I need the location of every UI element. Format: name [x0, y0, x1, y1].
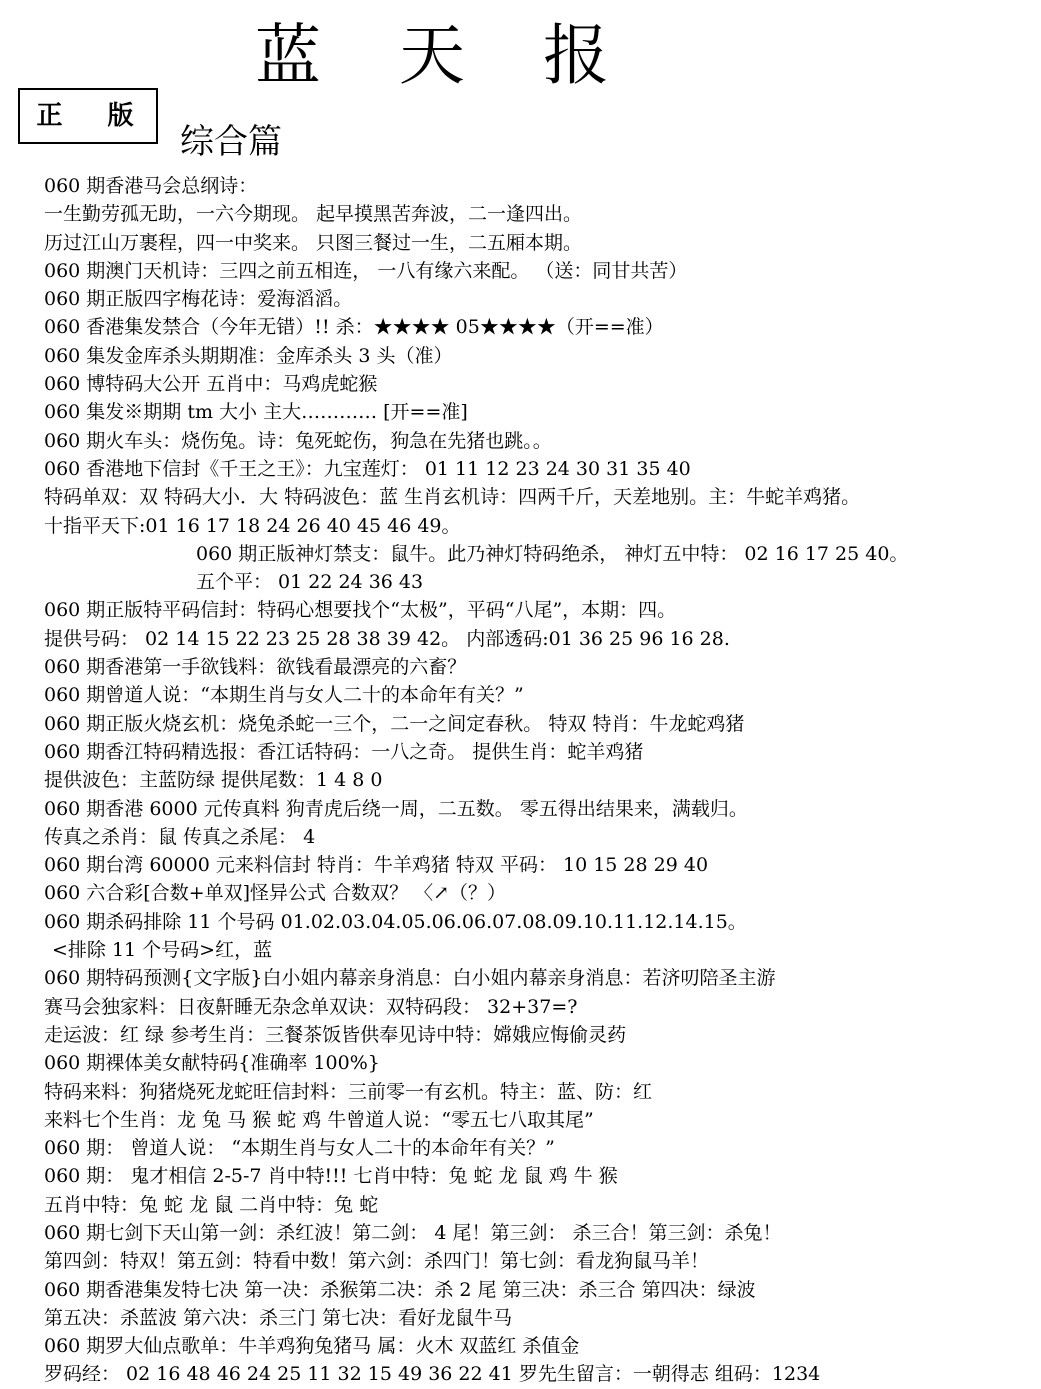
text-line: 第五决：杀蓝波 第六决：杀三门 第七决：看好龙鼠牛马 [44, 1306, 513, 1329]
text-line: 提供波色：主蓝防绿 提供尾数：1 4 8 0 [44, 769, 383, 792]
text-line: 历过江山万裹程，四一中奖来。 只图三餐过一生，二五厢本期。 [44, 231, 583, 254]
section-title: 综合篇 [180, 122, 282, 162]
text-line: 060 期正版四字梅花诗：爱海滔滔。 [44, 288, 353, 311]
text-line: 060 香港集发禁合（今年无错）!! 杀：★★★★ 05★★★★（开==准） [44, 316, 664, 339]
text-line: 060 期台湾 60000 元来料信封 特肖：牛羊鸡猪 特双 平码： 10 15 28 29 40 [44, 854, 709, 877]
text-line: 罗码经： 02 16 48 46 24 25 11 32 15 49 36 22 41 罗先生留言：一朝得志 组码：1234 [44, 1363, 821, 1386]
text-line: <排除 11 个号码>红，蓝 [52, 939, 273, 962]
text-line: 060 香港地下信封《千王之王》：九宝莲灯： 01 11 12 23 24 30 31 35 40 [44, 457, 691, 480]
text-line: 五个平： 01 22 24 36 43 [196, 571, 424, 594]
text-line: 赛马会独家料：日夜鼾睡无杂念单双诀：双特码段： 32+37=? [44, 995, 578, 1018]
text-line: 060 期香港 6000 元传真料 狗青虎后绕一周，二五数。 零五得出结果来，满载归。 [44, 797, 748, 820]
text-line: 060 期： 曾道人说： “本期生肖与女人二十的本命年有关？” [44, 1137, 555, 1160]
text-line: 特码来料：狗猪烧死龙蛇旺信封料：三前零一有玄机。特主：蓝、防：红 [44, 1080, 653, 1103]
text-line: 060 期澳门天机诗：三四之前五相连， 一八有缘六来配。 （送：同甘共苦） [44, 259, 688, 282]
text-line: 060 集发※期期 tm 大小 主大………… [开==准] [44, 401, 468, 424]
text-line: 060 期： 鬼才相信 2-5-7 肖中特!!! 七肖中特：兔 蛇 龙 鼠 鸡 牛 猴 [44, 1165, 618, 1188]
text-line: 060 集发金库杀头期期准：金库杀头 3 头（准） [44, 344, 453, 367]
text-line: 060 期香港集发特七决 第一决：杀猴第二决：杀 2 尾 第三决：杀三合 第四决：绿波 [44, 1278, 756, 1301]
text-line: 060 期正版特平码信封：特码心想要找个“太极”，平码“八尾”，本期：四。 [44, 599, 677, 622]
text-line: 五肖中特：兔 蛇 龙 鼠 二肖中特：兔 蛇 [44, 1193, 379, 1216]
text-line: 060 博特码大公开 五肖中：马鸡虎蛇猴 [44, 373, 378, 396]
newspaper-title: 蓝天报 [255, 17, 687, 94]
text-line: 060 期香港第一手欲钱料：欲钱看最漂亮的六畜？ [44, 656, 467, 679]
text-line: 传真之杀肖：鼠 传真之杀尾： 4 [44, 825, 316, 848]
article-body [44, 172, 1034, 1389]
text-line: 060 期裸体美女献特码{准确率 100%} [44, 1052, 380, 1075]
text-line: 第四剑：特双！第五剑：特看中数！第六剑：杀四门！第七剑：看龙狗鼠马羊！ [44, 1250, 710, 1273]
text-line: 060 期特码预测{文字版}白小姐内幕亲身消息：白小姐内幕亲身消息：若济叨陪圣主游 [44, 967, 776, 990]
text-line: 十指平天下:01 16 17 18 24 26 40 45 46 49。 [44, 514, 461, 537]
text-line: 060 期香江特码精选报：香江话特码：一八之奇。 提供生肖：蛇羊鸡猪 [44, 740, 644, 763]
text-line: 060 期七剑下天山第一剑：杀红波！第二剑： 4 尾！第三剑： 杀三合！第三剑：杀兔！ [44, 1221, 782, 1244]
text-line: 060 期罗大仙点歌单：牛羊鸡狗兔猪马 属：火木 双蓝红 杀值金 [44, 1335, 580, 1358]
text-line: 一生勤劳孤无助，一六今期现。 起早摸黑苦奔波，二一逢四出。 [44, 203, 583, 226]
text-line: 060 期杀码排除 11 个号码 01.02.03.04.05.06.06.07.08.09.10.11.12.14.15。 [44, 910, 747, 933]
text-line: 060 六合彩[合数+单双]怪异公式 合数双？ 〈↗（？） [44, 882, 507, 905]
text-line: 060 期曾道人说：“本期生肖与女人二十的本命年有关？” [44, 684, 524, 707]
text-line: 060 期火车头：烧伤兔。诗：兔死蛇伤，狗急在先猪也跳。。 [44, 429, 552, 452]
text-line: 060 期正版神灯禁支：鼠牛。此乃神灯特码绝杀， 神灯五中特： 02 16 17 25 40。 [196, 542, 909, 565]
text-line: 走运波：红 绿 参考生肖：三餐茶饭皆供奉见诗中特：嫦娥应悔偷灵药 [44, 1023, 627, 1046]
edition-badge: 正 版 [18, 88, 158, 144]
text-line: 060 期香港马会总纲诗： [44, 175, 258, 197]
text-line: 特码单双：双 特码大小．大 特码波色：蓝 生肖玄机诗：四两千斤，天差地别。主：牛蛇羊鸡猪。 [44, 486, 861, 509]
text-line: 提供号码： 02 14 15 22 23 25 28 38 39 42。 内部透码:01 36 25 96 16 28. [44, 627, 730, 650]
text-line: 来料七个生肖：龙 兔 马 猴 蛇 鸡 牛曾道人说：“零五七八取其尾” [44, 1108, 594, 1131]
text-line: 060 期正版火烧玄机：烧兔杀蛇一三个，二一之间定春秋。 特双 特肖：牛龙蛇鸡猪 [44, 712, 745, 735]
